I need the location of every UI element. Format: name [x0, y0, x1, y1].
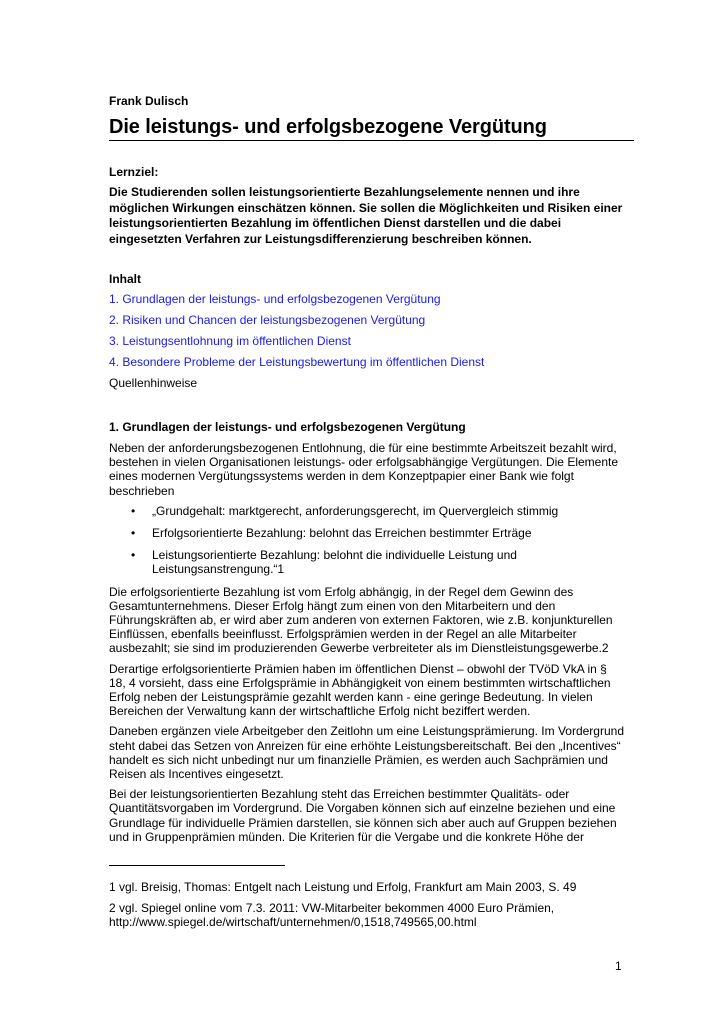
- footnotes: [109, 880, 624, 936]
- footnote-divider: [109, 865, 285, 866]
- bullet-icon: •: [131, 548, 136, 563]
- body-paragraph: Bei der leistungsorientierten Bezahlung steht das Erreichen bestimmter Qualitäts- oder Quantitätsvorgaben im Vordergrund. Die Vorgaben können sich auf einzelne beziehen und eine Grundlage für individuelle Prämien darstellen, sie können sich aber auch auf Gruppen beziehen und in Gruppenprämien münden. Die Kriterien für die Vergabe und die konkrete Höhe der: [109, 787, 617, 844]
- toc-link[interactable]: 2. Risiken und Chancen der leistungsbezogenen Vergütung: [109, 313, 426, 327]
- bullet-item: [109, 548, 624, 576]
- toc-item-1[interactable]: [109, 292, 484, 313]
- toc-item-2[interactable]: [109, 313, 484, 334]
- toc-sources-label: Quellenhinweise: [109, 376, 198, 390]
- lernziel-text: Die Studierenden sollen leistungsorientierte Bezahlungselemente nennen und ihre möglichen Wirkungen einschätzen können. Sie sollen die Möglichkeiten und Risiken einer leistungsorientierten Bezahlung im öffentlichen Dienst darstellen und die dabei eingesetzten Verfahren zur Leistungsdifferenzierung beschreiben können.: [109, 185, 623, 246]
- inhalt-label: Inhalt: [109, 272, 141, 286]
- footnote: 2 vgl. Spiegel online vom 7.3. 2011: VW-Mitarbeiter bekommen 4000 Euro Prämien, http://www.spiegel.de/wirtschaft/unternehmen/0,1518,749565,00.html: [109, 900, 555, 929]
- bullet-text: Leistungsorientierte Bezahlung: belohnt die individuelle Leistung und Leistungsanstrengung.“1: [152, 548, 517, 577]
- bullet-text: „Grundgehalt: marktgerecht, anforderungsgerecht, im Quervergleich stimmig: [152, 503, 559, 518]
- bullet-icon: •: [131, 526, 136, 541]
- toc-link[interactable]: 4. Besondere Probleme der Leistungsbewertung im öffentlichen Dienst: [109, 355, 485, 369]
- body-paragraph: Neben der anforderungsbezogenen Entlohnung, die für eine bestimmte Arbeitszeit bezahlt wird, bestehen in vielen Organisationen leistungs- oder erfolgsabhängige Vergütungen. Die Elemente eines modernen Vergütungssystems werden in dem Konzeptpapier einer Bank wie folgt beschrieben: [109, 441, 619, 498]
- author-name: Frank Dulisch: [109, 94, 189, 108]
- body-paragraph: Die erfolgsorientierte Bezahlung ist vom Erfolg abhängig, in der Regel dem Gewinn des Gesamtunternehmens. Dieser Erfolg hängt zum einen von den Mitarbeitern und den Führungskräften ab, er wird aber zum anderen von externen Faktoren, wie z.B. konjunkturellen Einflüssen, ebenfalls beeinflusst. Erfolgsprämien werden in der Regel an alle Mitarbeiter ausbezahlt; sie sind im produzierenden Gewerbe verbreiteter als im Dienstleistungsgewerbe.2: [109, 584, 613, 656]
- toc-link[interactable]: 1. Grundlagen der leistungs- und erfolgsbezogenen Vergütung: [109, 292, 441, 306]
- footnote: 1 vgl. Breisig, Thomas: Entgelt nach Leistung und Erfolg, Frankfurt am Main 2003, S. 49: [109, 880, 577, 894]
- bullet-item: [109, 504, 624, 518]
- bullet-text: Erfolgsorientierte Bezahlung: belohnt das Erreichen bestimmter Erträge: [152, 526, 532, 541]
- table-of-contents: [109, 292, 484, 397]
- toc-sources: [109, 376, 484, 397]
- toc-link[interactable]: 3. Leistungsentlohnung im öffentlichen Dienst: [109, 334, 351, 348]
- page-title: Die leistungs- und erfolgsbezogene Vergütung: [109, 116, 547, 138]
- bullet-list: [109, 504, 624, 577]
- bullet-icon: •: [131, 503, 136, 518]
- section-body: [109, 441, 624, 850]
- lernziel-label: Lernziel:: [109, 165, 159, 179]
- toc-item-3[interactable]: [109, 334, 484, 355]
- title-divider: [109, 140, 634, 141]
- toc-item-4[interactable]: [109, 355, 484, 376]
- body-paragraph: Derartige erfolgsorientierte Prämien haben im öffentlichen Dienst – obwohl der TVöD VkA in § 18, 4 vorsieht, dass eine Erfolgsprämie in Abhängigkeit von einem bestimmten wirtschaftlichen Erfolg neben der Leistungsprämie gezahlt werden kann - eine geringe Bedeutung. In vielen Bereichen der Verwaltung kann der wirtschaftliche Erfolg nicht beziffert werden.: [109, 661, 611, 719]
- section-heading: 1. Grundlagen der leistungs- und erfolgsbezogenen Vergütung: [109, 420, 466, 434]
- body-paragraph: Daneben ergänzen viele Arbeitgeber den Zeitlohn um eine Leistungsprämierung. Im Vordergrund steht dabei das Setzen von Anreizen für eine erhöhte Leistungsbereitschaft. Bei den „Incentives“ handelt es sich nicht unbedingt nur um finanzielle Prämien, es werden auch Sachprämien und Reisen als Incentives eingesetzt.: [109, 724, 624, 782]
- page-number: 1: [615, 959, 622, 973]
- bullet-item: [109, 526, 624, 540]
